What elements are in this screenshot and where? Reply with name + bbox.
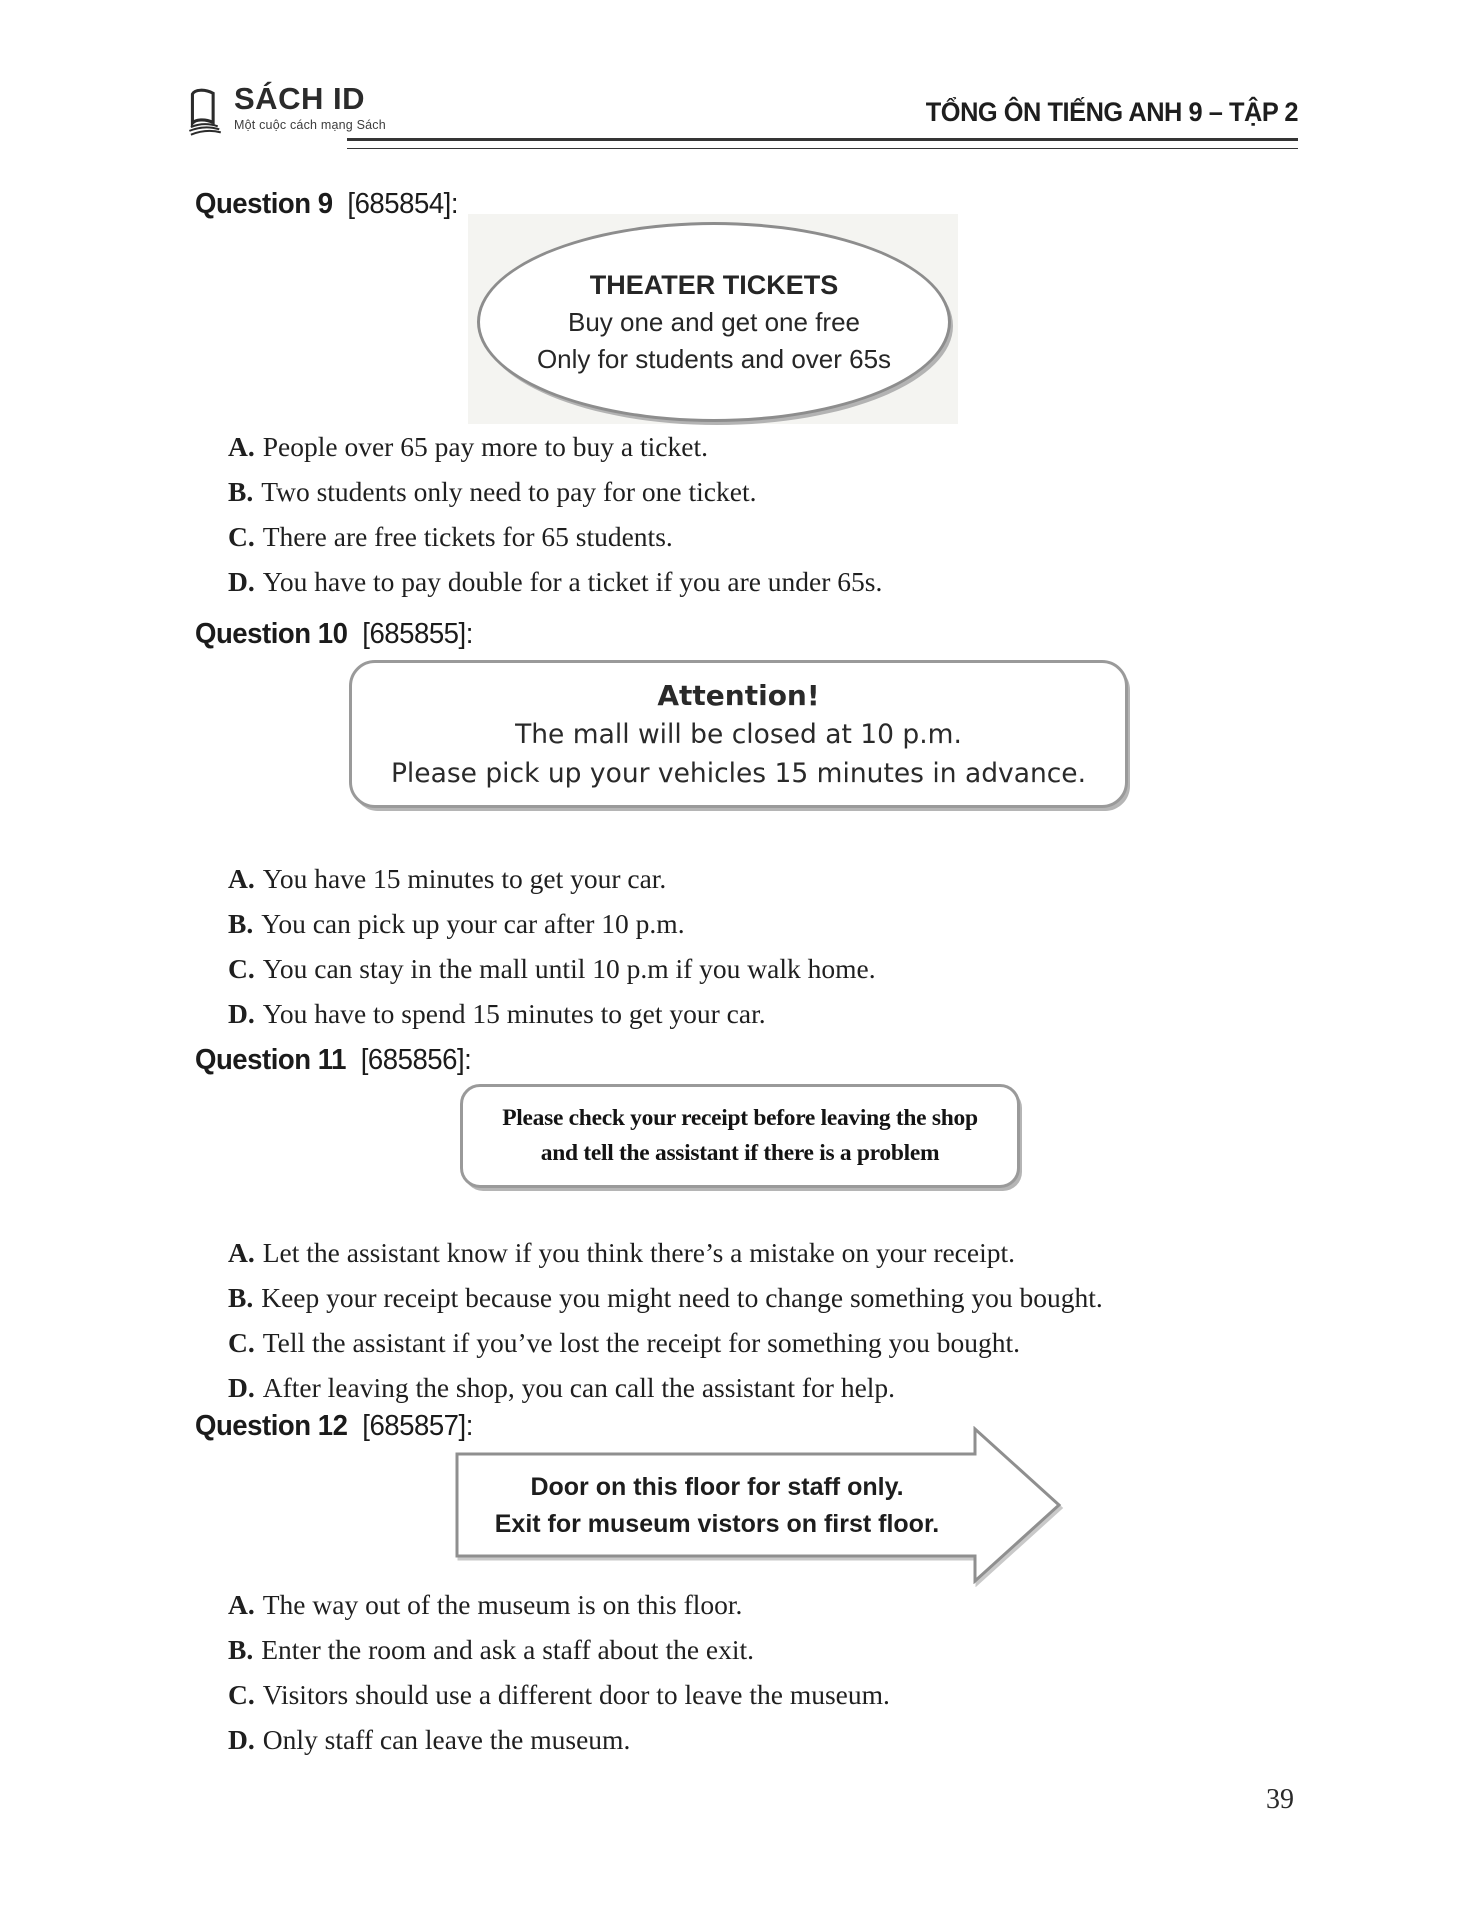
option-text: You have to spend 15 minutes to get your car.: [262, 998, 766, 1029]
option-row: [228, 1230, 1103, 1275]
question-10-heading: [195, 618, 473, 651]
option-row: [228, 901, 876, 946]
option-row: [228, 1275, 1103, 1320]
question-11-options: [228, 1230, 1103, 1410]
option-letter: D.: [228, 1372, 255, 1403]
question-label: Question 10: [195, 618, 348, 650]
option-row: [228, 514, 882, 559]
option-letter: B.: [228, 1634, 254, 1665]
open-book-icon: [184, 82, 230, 142]
sign-line: The mall will be closed at 10 p.m.: [515, 718, 962, 750]
option-row: [228, 469, 882, 514]
sign-text: [467, 1454, 967, 1558]
option-text: You have 15 minutes to get your car.: [262, 863, 667, 894]
option-letter: A.: [228, 431, 255, 462]
logo-title: SÁCH ID: [234, 81, 365, 116]
option-letter: D.: [228, 566, 255, 597]
question-12-options: [228, 1582, 890, 1762]
sign-title: Attention!: [657, 678, 820, 712]
sign-title: THEATER TICKETS: [589, 269, 839, 300]
question-code: [685855]:: [362, 618, 473, 650]
option-row: [228, 1320, 1103, 1365]
option-row: [228, 1672, 890, 1717]
option-text: Only staff can leave the museum.: [262, 1724, 631, 1755]
question-label: Question 9: [195, 188, 333, 220]
option-row: [228, 1365, 1103, 1410]
option-letter: C.: [228, 953, 255, 984]
option-letter: B.: [228, 1282, 254, 1313]
page-header-title: TỔNG ÔN TIẾNG ANH 9 – TẬP 2: [925, 97, 1298, 127]
option-letter: B.: [228, 908, 254, 939]
question-11-heading: [195, 1044, 471, 1077]
option-text: Keep your receipt because you might need to change something you bought.: [261, 1282, 1103, 1313]
option-text: People over 65 pay more to buy a ticket.: [262, 431, 708, 462]
option-text: You can stay in the mall until 10 p.m if you walk home.: [262, 953, 876, 984]
exit-arrow-sign: [455, 1426, 1063, 1584]
header-divider: [347, 138, 1298, 149]
option-row: [228, 1717, 890, 1762]
option-text: Visitors should use a different door to leave the museum.: [262, 1679, 890, 1710]
option-text: Two students only need to pay for one ticket.: [261, 476, 757, 507]
option-row: [228, 1627, 890, 1672]
question-label: Question 11: [195, 1044, 346, 1076]
option-text: You can pick up your car after 10 p.m.: [261, 908, 685, 939]
question-label: Question 12: [195, 1410, 348, 1442]
sign-line: Door on this floor for staff only.: [530, 1473, 904, 1501]
sign-line: Exit for museum vistors on first floor.: [494, 1510, 940, 1538]
question-code: [685856]:: [360, 1044, 472, 1076]
sign-line: Please pick up your vehicles 15 minutes in advance.: [390, 757, 1087, 789]
sign-line: Please check your receipt before leaving the shop: [502, 1105, 978, 1131]
option-letter: C.: [228, 521, 255, 552]
sign-line: Buy one and get one free: [567, 306, 860, 337]
receipt-sign: [460, 1084, 1020, 1188]
option-letter: C.: [228, 1679, 255, 1710]
option-letter: B.: [228, 476, 254, 507]
option-row: [228, 424, 882, 469]
question-9-heading: [195, 188, 458, 221]
question-12-heading: [195, 1410, 473, 1443]
option-letter: C.: [228, 1327, 255, 1358]
question-10-options: [228, 856, 876, 1036]
option-text: Let the assistant know if you think there’s a mistake on your receipt.: [262, 1237, 1015, 1268]
option-text: After leaving the shop, you can call the assistant for help.: [262, 1372, 896, 1403]
option-text: Enter the room and ask a staff about the exit.: [261, 1634, 755, 1665]
option-letter: D.: [228, 998, 255, 1029]
option-row: [228, 559, 882, 604]
option-letter: A.: [228, 1589, 255, 1620]
option-text: There are free tickets for 65 students.: [262, 521, 673, 552]
option-letter: A.: [228, 1237, 255, 1268]
theater-tickets-sign: [477, 222, 951, 422]
logo-tagline: Một cuộc cách mạng Sách: [234, 118, 386, 132]
sign-line: Only for students and over 65s: [536, 343, 892, 374]
page-number: 39: [1266, 1784, 1294, 1815]
option-text: The way out of the museum is on this floor.: [262, 1589, 743, 1620]
option-row: [228, 1582, 890, 1627]
question-code: [685854]:: [347, 188, 459, 220]
question-9-options: [228, 424, 882, 604]
option-text: Tell the assistant if you’ve lost the receipt for something you bought.: [262, 1327, 1020, 1358]
attention-sign: [349, 660, 1128, 808]
publisher-logo: [184, 82, 386, 142]
option-row: [228, 856, 876, 901]
option-letter: D.: [228, 1724, 255, 1755]
option-row: [228, 946, 876, 991]
option-text: You have to pay double for a ticket if you are under 65s.: [262, 566, 883, 597]
sign-line: and tell the assistant if there is a problem: [540, 1140, 940, 1166]
question-code: [685857]:: [362, 1410, 473, 1442]
option-row: [228, 991, 876, 1036]
option-letter: A.: [228, 863, 255, 894]
